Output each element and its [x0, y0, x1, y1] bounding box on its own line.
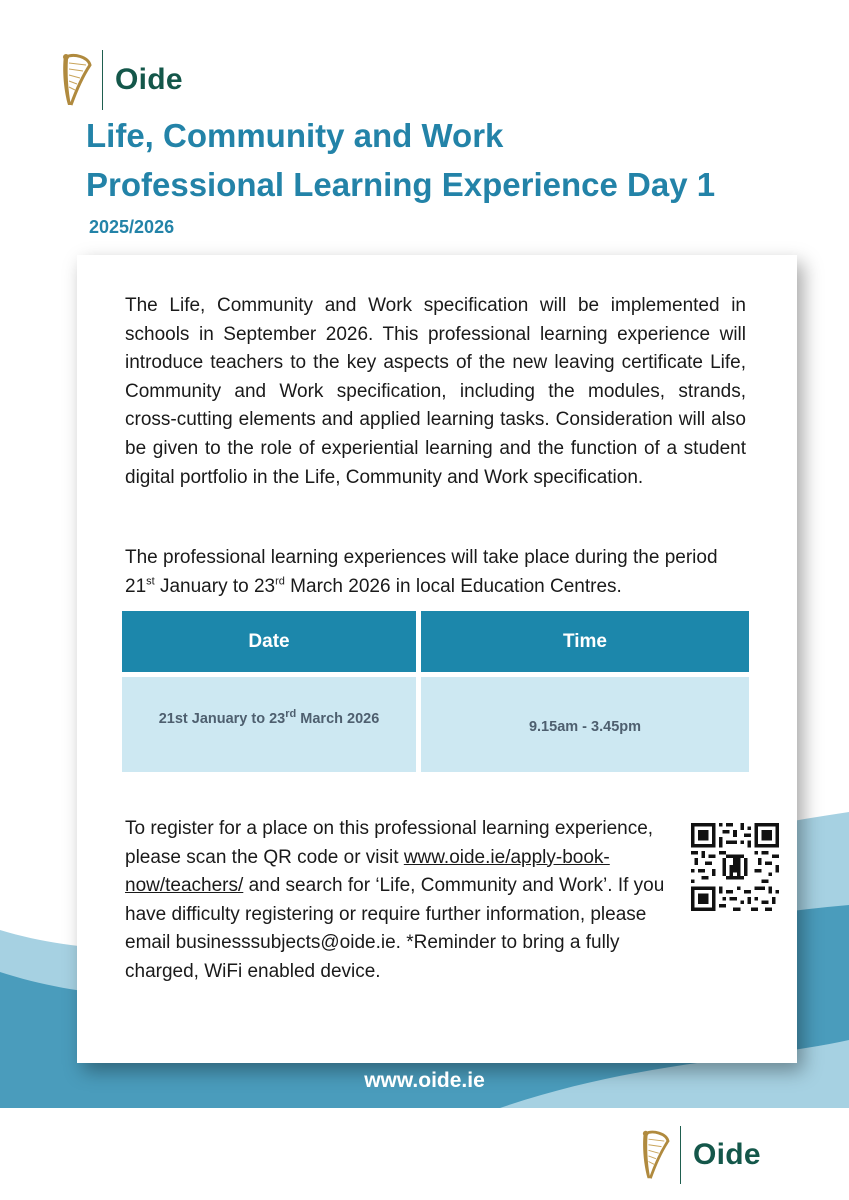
qr-code[interactable]	[691, 823, 779, 911]
harp-icon	[58, 51, 94, 109]
period-paragraph: The professional learning experiences will take place during the period 21st January to 23rd March 2026 in local Education Centres.	[125, 547, 718, 597]
title-line-2: Professional Learning Experience Day 1	[86, 166, 716, 203]
harp-icon	[638, 1128, 672, 1182]
schedule-table	[122, 611, 749, 773]
date-header: Date	[122, 611, 416, 672]
logo-divider	[102, 50, 103, 110]
footer-website[interactable]: www.oide.ie	[364, 1069, 485, 1092]
intro-paragraph: The Life, Community and Work specification will be implemented in schools in September 2026. This professional learning experience will introduce teachers to the key aspects of the new leaving certificate Life, Community and Work specification, including the modules, strands, cross-cutting elements and applied learning tasks. Consideration will also be given to the role of experiential learning and the function of a student digital portfolio in the Life, Community and Work specification.	[125, 295, 746, 488]
brand-name: Oide	[115, 63, 183, 96]
academic-year: 2025/2026	[89, 217, 175, 237]
header-logo	[58, 48, 183, 112]
footer-logo	[638, 1125, 761, 1185]
registration-paragraph: To register for a place on this professional learning experience, please scan the QR code or visit www.oide.ie/apply-book-now/teachers/ and search for ‘Life, Community and Work’. If you have difficulty registering or require further information, please email businesssubjects@oide.ie. *Reminder to bring a fully charged, WiFi enabled device.	[125, 818, 665, 982]
info-card	[77, 255, 797, 1063]
apply-link[interactable]: www.oide.ie/apply-book-now/teachers/	[125, 846, 610, 897]
time-header: Time	[421, 611, 749, 672]
time-cell: 9.15am - 3.45pm	[421, 677, 749, 772]
date-cell: 21st January to 23rd March 2026	[122, 677, 416, 772]
title-line-1: Life, Community and Work	[86, 117, 504, 154]
logo-divider	[680, 1126, 681, 1184]
footer-brand-name: Oide	[693, 1138, 761, 1171]
page-title	[86, 111, 715, 209]
